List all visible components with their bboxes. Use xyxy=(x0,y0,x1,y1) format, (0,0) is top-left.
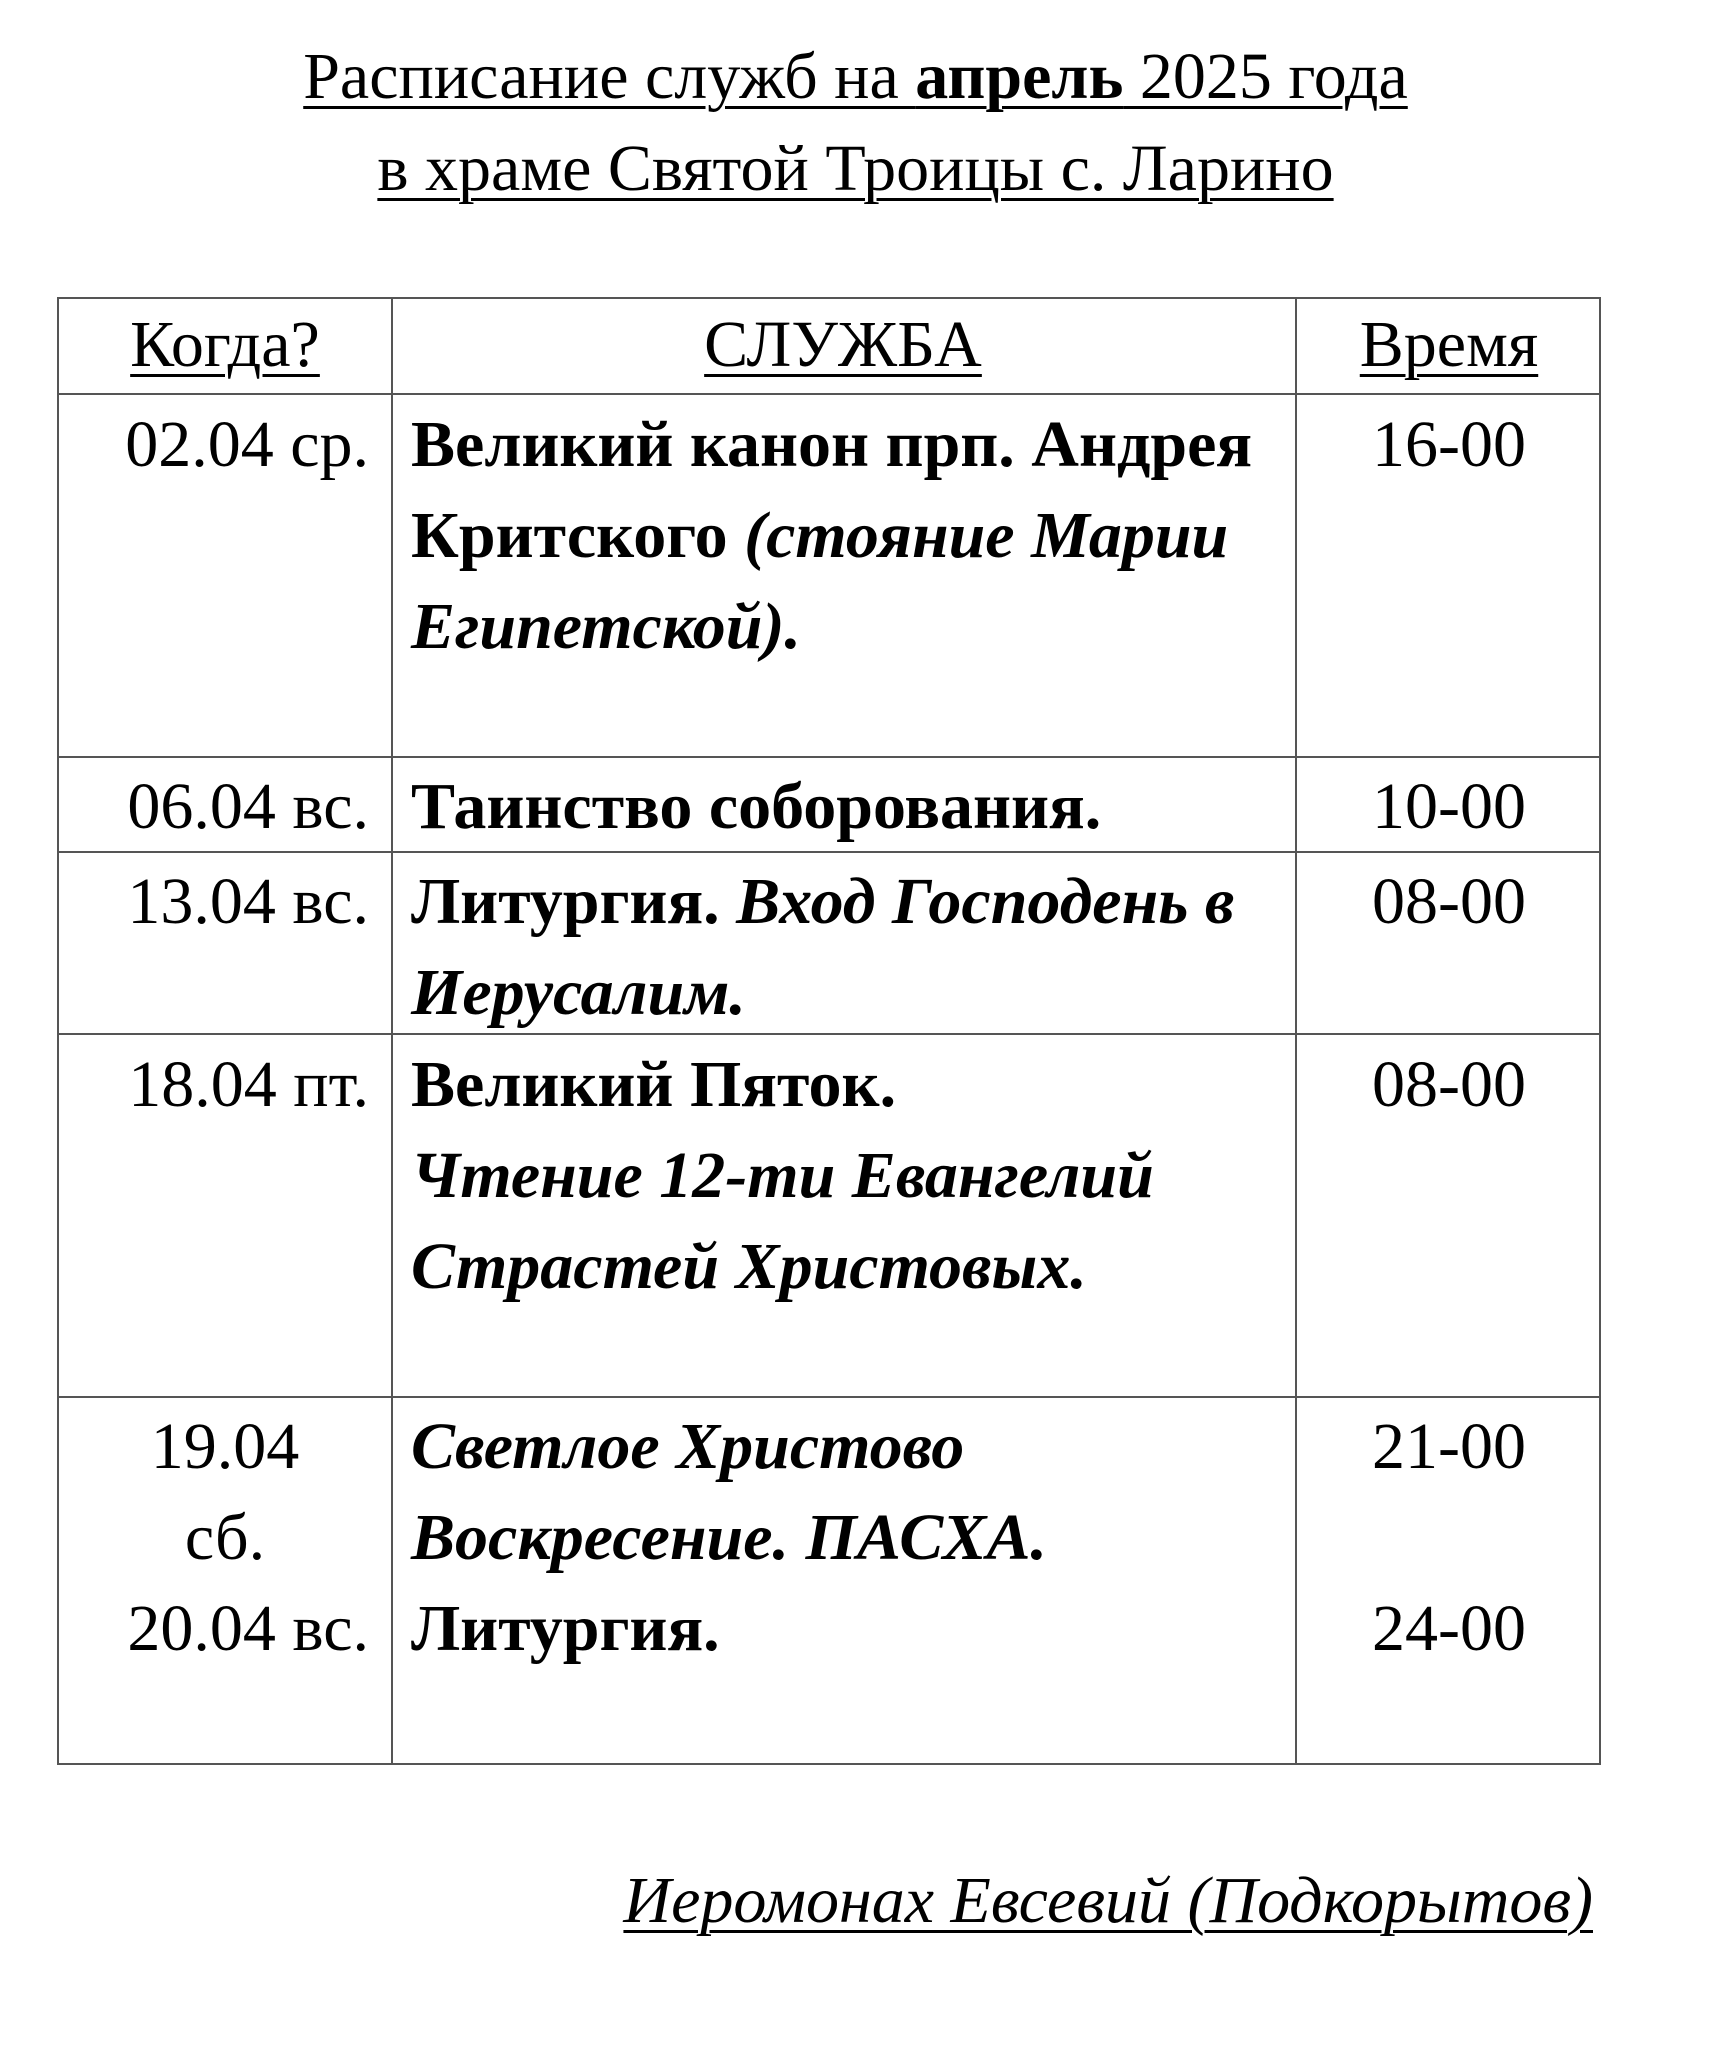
row-2-service xyxy=(391,761,1295,852)
title-month: апрель xyxy=(915,40,1124,113)
row-3-service-main: Литургия. xyxy=(411,865,720,938)
row-divider-4 xyxy=(59,1396,1599,1398)
row-5-time-1: 21-00 xyxy=(1372,1410,1526,1483)
row-1-time: 16-00 xyxy=(1372,408,1526,481)
row-1-service-main: Великий канон прп. Андрея Критского xyxy=(411,408,1253,572)
row-3-time: 08-00 xyxy=(1372,865,1526,938)
row-5-date-1: 19.04 xyxy=(150,1410,300,1483)
row-3-service xyxy=(391,856,1295,1038)
page-title-line-1 xyxy=(0,40,1711,113)
row-4-date: 18.04 пт. xyxy=(128,1048,369,1121)
row-4-service-main: Великий Пяток. xyxy=(411,1048,897,1121)
column-header-time: Время xyxy=(1359,308,1539,381)
title-suffix: 2025 года xyxy=(1123,40,1408,113)
row-4-time: 08-00 xyxy=(1372,1048,1526,1121)
row-4-service-note: Чтение 12-ти Евангелий Страстей Христовых. xyxy=(411,1139,1154,1303)
row-1-service xyxy=(391,399,1295,672)
signature: Иеромонах Евсевий (Подкорытов) xyxy=(623,1864,1593,1937)
row-5-service-main: Светлое Христово Воскресение. ПАСХА. xyxy=(411,1410,1047,1574)
row-3-date: 13.04 вс. xyxy=(127,865,369,938)
row-2-service-main: Таинство соборования. xyxy=(411,770,1102,843)
title-church: в храме Святой Троицы с. Ларино xyxy=(377,132,1334,205)
row-5-time-2: 24-00 xyxy=(1372,1592,1526,1665)
row-5-date-3: 20.04 вс. xyxy=(127,1592,369,1665)
title-prefix: Расписание служб на xyxy=(303,40,916,113)
row-5-service-liturgy: Литургия. xyxy=(411,1592,720,1665)
column-header-service: СЛУЖБА xyxy=(704,308,982,381)
column-header-when: Когда? xyxy=(130,308,320,381)
column-divider-2 xyxy=(1295,299,1297,1763)
row-4-service xyxy=(391,1039,1295,1312)
row-divider-1 xyxy=(59,756,1599,758)
row-2-date: 06.04 вс. xyxy=(127,770,369,843)
title-underlined-text xyxy=(303,40,1408,113)
row-2-time: 10-00 xyxy=(1372,770,1526,843)
row-5-date-2: сб. xyxy=(184,1501,266,1574)
schedule-table xyxy=(57,297,1601,1765)
row-5-service xyxy=(391,1401,1295,1674)
row-1-date: 02.04 ср. xyxy=(125,408,369,481)
row-1-service-note: (стояние Марии Египетской). xyxy=(411,499,1229,663)
row-3-service-note: Вход Господень в Иерусалим. xyxy=(411,865,1235,1029)
page-title-line-2 xyxy=(0,132,1711,205)
row-divider-header xyxy=(59,393,1599,395)
